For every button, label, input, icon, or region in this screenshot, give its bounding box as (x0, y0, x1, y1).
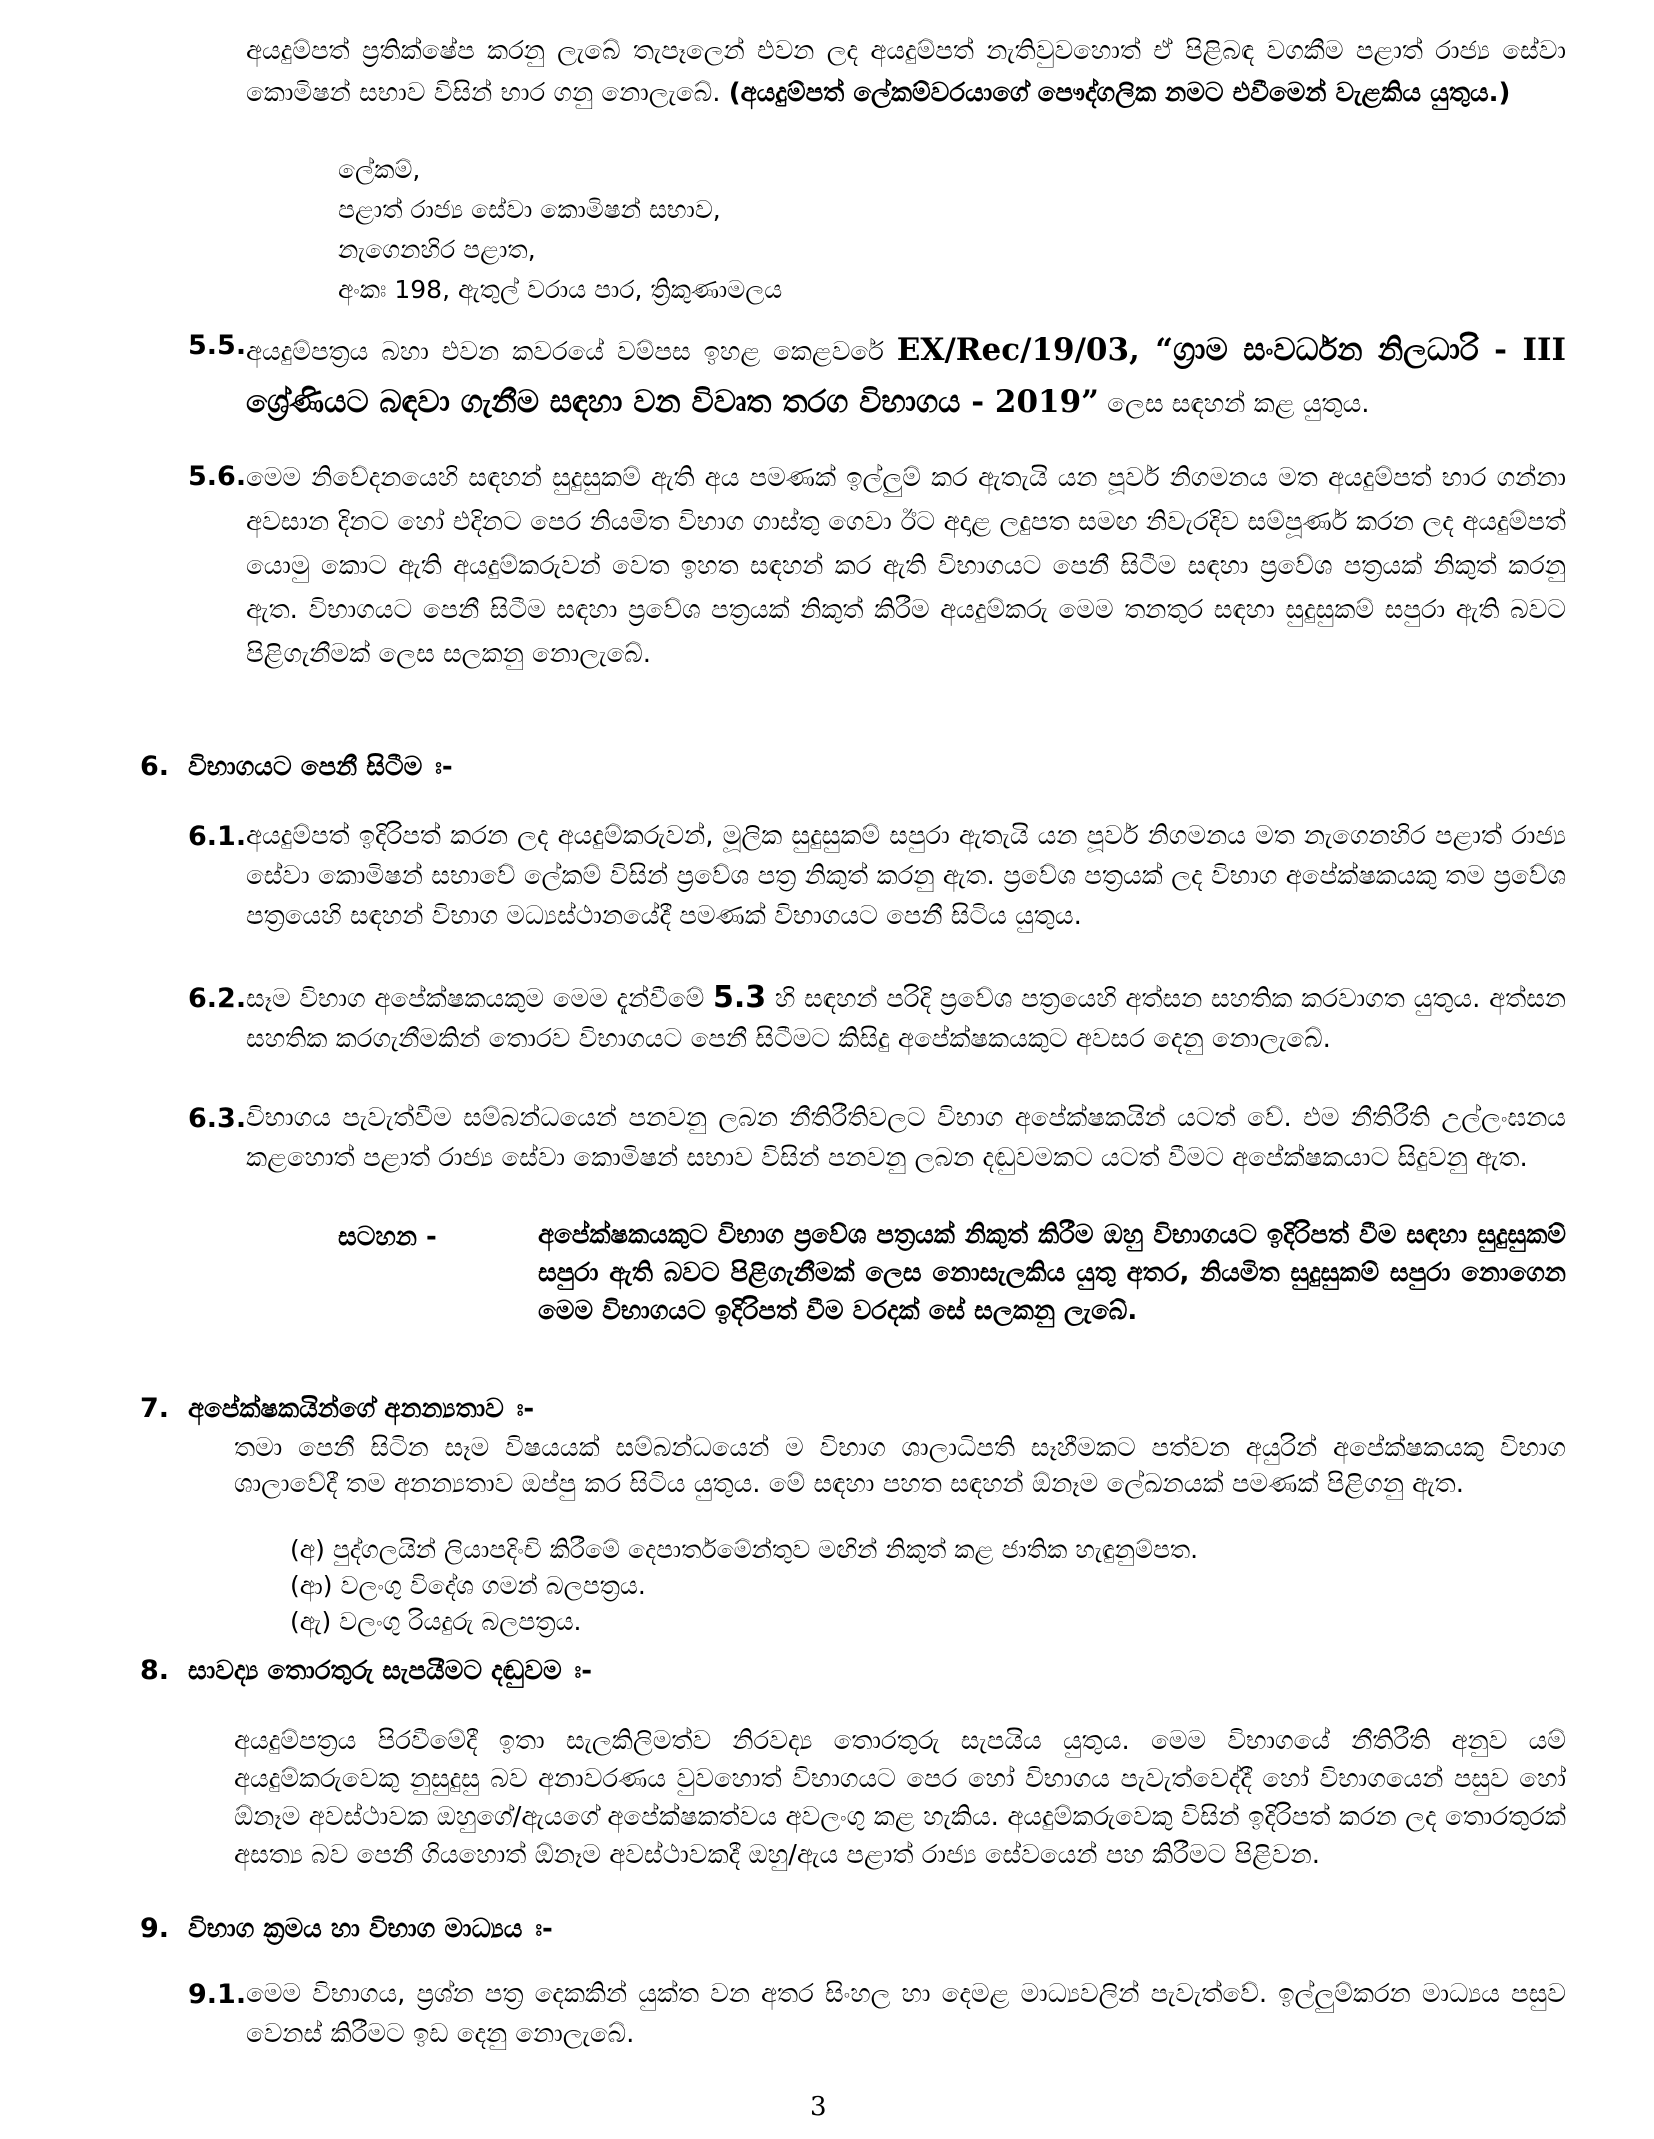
page-number: 3 (810, 2092, 827, 2122)
section-9-title: විභාග ක්‍රමය හා විභාග මාධ්‍යය ඃ- (188, 1914, 553, 1944)
s62-post: හි සඳහන් පරිදි ප්‍රවේශ පත්‍රයෙහි අත්සන සහතික කරවාගත යුතුය. අත්සන සහතික කරගැනීමකින් තොරව විභාගයට පෙනී සිටීමට කිසිදු අපේක්ෂකයකුට අවසර දෙනු නොලැබේ. (246, 984, 1567, 1054)
section-7-text: තමා පෙනී සිටින සෑම විෂයයක් සම්බන්ධයෙන් ම විභාග ශාලාධිපති සෑහීමකට පත්වන අයුරින් අපේක්ෂකයකු විභාග ශාලාවේදී තම අනන්‍යතාව ඔප්පු කර සිටිය යුතුය. මේ සඳහා පහත සඳහන් ඕනෑම ලේඛනයක් පමණක් පිළිගනු ඇත. (234, 1433, 1566, 1499)
list-item: (ආ) වලංගු විදේශ ගමන් බලපත්‍රය. (290, 1571, 646, 1600)
list-item: (ඇ) වලංගු රියදුරු බලපත්‍රය. (290, 1607, 582, 1636)
section-6-3-text: විභාගය පැවැත්වීම සම්බන්ධයෙන් පනවනු ලබන නීතිරීතිවලට විභාග අපේක්ෂකයින් යටත් වේ. එම නීතිරීති උල්ලංඝනය කළහොත් පළාත් රාජ්‍ය සේවා කොමිෂන් සභාව විසින් පනවනු ලබන දඬුවමකට යටත් වීමට අපේක්ෂකයාට සිදුවනු ඇත. (246, 1103, 1566, 1173)
address-line: පළාත් රාජ්‍ය සේවා කොමිෂන් සභාව, (338, 195, 721, 224)
section-5-5-text (246, 325, 1566, 429)
section-number: 7. (140, 1393, 170, 1424)
section-number: 6.3. (188, 1103, 247, 1134)
address-block (338, 150, 1238, 310)
section-number: 5.5. (188, 330, 247, 361)
section-number: 8. (140, 1655, 170, 1686)
section-number: 6. (140, 751, 170, 782)
section-number: 9.1. (188, 1979, 247, 2010)
section-6-title: විභාගයට පෙනී සිටීම ඃ- (188, 752, 453, 782)
section-9-1-text: මෙම විභාගය, ප්‍රශ්න පත්‍ර දෙකකින් යුක්ත වන අතර සිංහල හා දෙමළ මාධ්‍යවලින් පැවැත්වේ. ඉල්ලුම්කරන මාධ්‍යය පසුව වෙනස් කිරීමට ඉඩ දෙනු නොලැබේ. (246, 1979, 1566, 2049)
address-line: නැගෙනහිර පළාත, (338, 235, 536, 264)
s55-post: ලෙස සඳහන් කළ යුතුය. (1099, 389, 1370, 419)
intro-bold-note: (අයදුම්පත් ලේකම්වරයාගේ පෞද්ගලික නමට එවීමෙන් වැළකිය යුතුය.) (728, 78, 1511, 108)
intro-text: අයදුම්පත් ප්‍රතික්ෂේප කරනු ලැබේ තැපෑලෙන් එවන ලද අයදුම්පත් නැතිවුවහොත් ඒ පිළිබඳ වගකීම පළාත් රාජ්‍ය සේවා කොමිෂන් සභාව විසින් භාර ගනු නොලැබේ. (246, 36, 1566, 108)
exam-code: EX/Rec/19/03, “ග්‍රාම සංවර්ධන නිලධාරි - III ශ්‍රේණියට බඳවා ගැනීම සඳහා වන විවෘත තරග විභාගය - 2019” (246, 332, 1566, 420)
id-document-list (290, 1532, 1490, 1640)
section-7-title: අපේක්ෂකයින්ගේ අනන්‍යතාව ඃ- (188, 1394, 535, 1424)
s62-ref: 5.3 (712, 980, 767, 1015)
section-8-title: සාවද්‍ය තොරතුරු සැපයීමට දඬුවම ඃ- (188, 1656, 593, 1686)
address-line: ලේකම්, (338, 155, 421, 184)
section-number: 5.6. (188, 461, 247, 492)
section-number: 6.2. (188, 983, 247, 1014)
intro-paragraph (246, 30, 1566, 114)
s55-pre: අයදුම්පත්‍රය බහා එවන කවරයේ වම්පස ඉහළ කෙළවරේ (246, 337, 897, 367)
list-item: (අ) පුද්ගලයින් ලියාපදිංචි කිරීමේ දෙපාර්තමේන්තුව මඟින් නිකුත් කළ ජාතික හැඳුනුම්පත. (290, 1535, 1199, 1564)
section-number: 9. (140, 1913, 170, 1944)
section-6-1-text: අයදුම්පත් ඉදිරිපත් කරන ලද අයදුම්කරුවන්, මූලික සුදුසුකම් සපුරා ඇතැයි යන පූර්ව නිගමනය මත නැගෙනහිර පළාත් රාජ්‍ය සේවා කොමිෂන් සභාවේ ලේකම් විසින් ප්‍රවේශ පත්‍ර නිකුත් කරනු ඇත. ප්‍රවේශ පත්‍රයක් ලද විභාග අපේක්ෂකයකු තම ප්‍රවේශ පත්‍රයෙහි සඳහන් විභාග මධ්‍යස්ථානයේදී පමණක් විභාගයට පෙනී සිටිය යුතුය. (246, 821, 1566, 931)
section-8-text: අයදුම්පත්‍රය පිරවීමේදී ඉතා සැලකිලිමත්ව නිරවද්‍ය තොරතුරු සැපයිය යුතුය. මෙම විභාගයේ නීතිරීති අනුව යම් අයදුම්කරුවෙකු නුසුදුසු බව අනාවරණය වුවහොත් විභාගයට පෙර හෝ විභාගය පැවැත්වෙද්දී හෝ විභාගයෙන් පසුව හෝ ඕනෑම අවස්ථාවක ඔහුගේ/ඇයගේ අපේක්ෂකත්වය අවලංගු කළ හැකිය. අයදුම්කරුවෙකු විසින් ඉදිරිපත් කරන ලද තොරතුරක් අසත්‍ය බව පෙනී ගියහොත් ඕනෑම අවස්ථාවකදී ඔහු/ඇය පළාත් රාජ්‍ය සේවයෙන් පහ කිරීමට පිළිවන. (234, 1726, 1566, 1870)
section-5-6-text: මෙම නිවේදනයෙහි සඳහන් සුදුසුකම් ඇති අය පමණක් ඉල්ලුම් කර ඇතැයි යන පූර්ව නිගමනය මත අයදුම්පත් භාර ගන්නා අවසාන දිනට හෝ එදිනට පෙර නියමිත විභාග ගාස්තු ගෙවා ඊට අදාළ ලදුපත සමඟ නිවැරදිව සම්පූර්ණ කරන ලද අයදුම්පත් යොමු කොට ඇති අයදුම්කරුවන් වෙත ඉහත සඳහන් කර ඇති විභාගයට පෙනී සිටීම සඳහා ප්‍රවේශ පත්‍රයක් නිකුත් කරනු ඇත. විභාගයට පෙනී සිටීම සඳහා ප්‍රවේශ පත්‍රයක් නිකුත් කිරීම අයදුම්කරු මෙම තනතුර සඳහා සුදුසුකම් සපුරා ඇති බවට පිළිගැනීමක් ලෙස සලකනු නොලැබේ. (246, 463, 1566, 669)
note-text: අපේක්ෂකයකුට විභාග ප්‍රවේශ පත්‍රයක් නිකුත් කිරීම ඔහු විභාගයට ඉදිරිපත් වීම සඳහා සුදුසුකම් සපුරා ඇති බවට පිළිගැනීමක් ලෙස නොසැලකිය යුතු අතර, නියමිත සුදුසුකම් සපුරා නොගෙන මෙම විභාගයට ඉදිරිපත් වීම වරදක් සේ සලකනු ලැබේ. (538, 1220, 1566, 1326)
note-label: සටහන - (338, 1222, 437, 1252)
address-line: අංකඃ 198, ඇතුල් වරාය පාර, ත්‍රිකුණාමලය (338, 275, 783, 304)
section-number: 6.1. (188, 821, 247, 852)
s62-pre: සෑම විභාග අපේක්ෂකයකුම මෙම දැන්වීමේ (246, 984, 713, 1014)
section-6-2-text (246, 978, 1566, 1059)
